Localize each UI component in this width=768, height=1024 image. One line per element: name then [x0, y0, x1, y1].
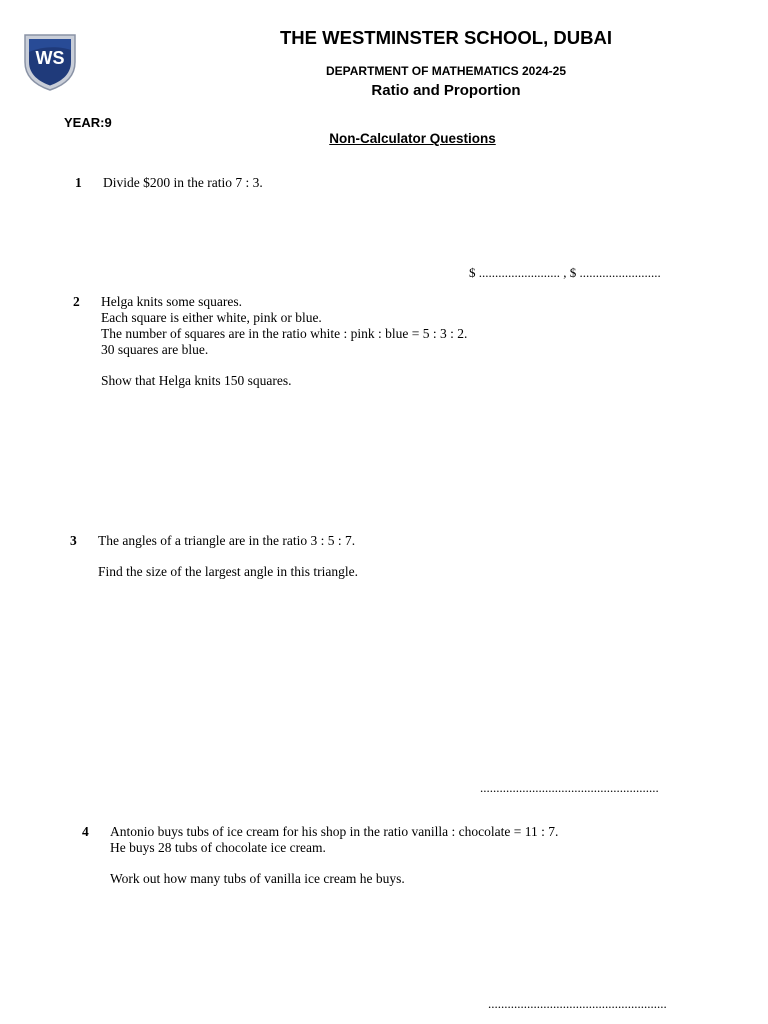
question-line: Show that Helga knits 150 squares.	[101, 373, 292, 388]
question-1-text	[103, 175, 263, 191]
question-line: Divide $200 in the ratio 7 : 3.	[103, 175, 263, 190]
question-line: He buys 28 tubs of chocolate ice cream.	[110, 840, 326, 855]
question-line: 30 squares are blue.	[101, 342, 209, 357]
question-3-text	[98, 533, 358, 580]
question-3-answer-line: .......................................................	[480, 780, 659, 795]
question-line	[101, 358, 467, 373]
question-4-number: 4	[82, 824, 89, 839]
question-2-text	[101, 294, 467, 389]
department-title: DEPARTMENT OF MATHEMATICS 2024-25	[325, 64, 567, 78]
question-line: The angles of a triangle are in the ratio 3 : 5 : 7.	[98, 533, 356, 548]
year-label: YEAR:9	[64, 115, 112, 130]
question-line: Find the size of the largest angle in this triangle.	[98, 564, 358, 579]
question-line: Helga knits some squares.	[101, 294, 242, 309]
question-line	[110, 856, 558, 871]
topic-title: Ratio and Proportion	[371, 82, 521, 99]
section-title: Non-Calculator Questions	[329, 131, 496, 146]
question-line	[98, 549, 358, 564]
question-line: Each square is either white, pink or blue.	[101, 310, 322, 325]
question-1-answer-line: $ ......................... , $ .........................	[469, 265, 661, 280]
question-2-number: 2	[73, 294, 80, 309]
logo-text: WS	[35, 48, 65, 68]
question-1-number: 1	[75, 175, 82, 190]
question-3-number: 3	[70, 533, 77, 548]
question-4-answer-line: .......................................................	[488, 996, 667, 1011]
school-name: THE WESTMINSTER SCHOOL, DUBAI	[280, 27, 612, 48]
question-4-text	[110, 824, 558, 887]
question-line: Antonio buys tubs of ice cream for his shop in the ratio vanilla : chocolate = 11 : 7.	[110, 824, 559, 839]
question-line: The number of squares are in the ratio white : pink : blue = 5 : 3 : 2.	[101, 326, 468, 341]
school-logo	[22, 32, 78, 92]
question-line: Work out how many tubs of vanilla ice cream he buys.	[110, 871, 405, 886]
